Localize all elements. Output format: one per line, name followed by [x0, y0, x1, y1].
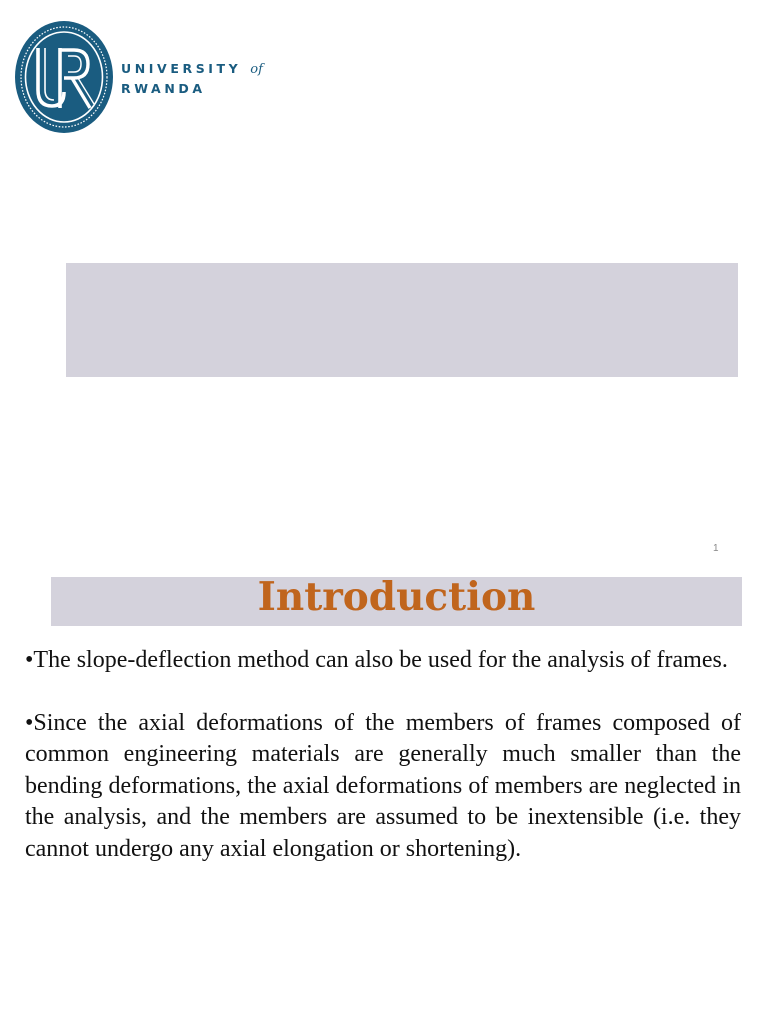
university-logo: [14, 20, 114, 134]
section-title-bar: [51, 574, 742, 626]
university-name-line2: RWANDA: [121, 81, 206, 96]
slide-title-placeholder: [66, 263, 738, 377]
university-name: [121, 59, 263, 98]
slide-body: [25, 645, 741, 896]
paragraph: •Since the axial deformations of the members of frames composed of common engineering materials are generally much smaller than the bending deformations, the axial deformations of members are neglected in the analysis, and the members are assumed to be inextensible (i.e. they cannot undergo any axial elongation or shortening).: [25, 709, 741, 862]
university-name-line1: UNIVERSITY: [121, 61, 242, 76]
university-name-of: of: [250, 62, 263, 77]
university-seal-icon: [14, 20, 114, 134]
page-number: 1: [713, 543, 719, 554]
section-title: Introduction: [257, 574, 536, 620]
paragraph: •The slope-deflection method can also be used for the analysis of frames.: [25, 647, 728, 673]
